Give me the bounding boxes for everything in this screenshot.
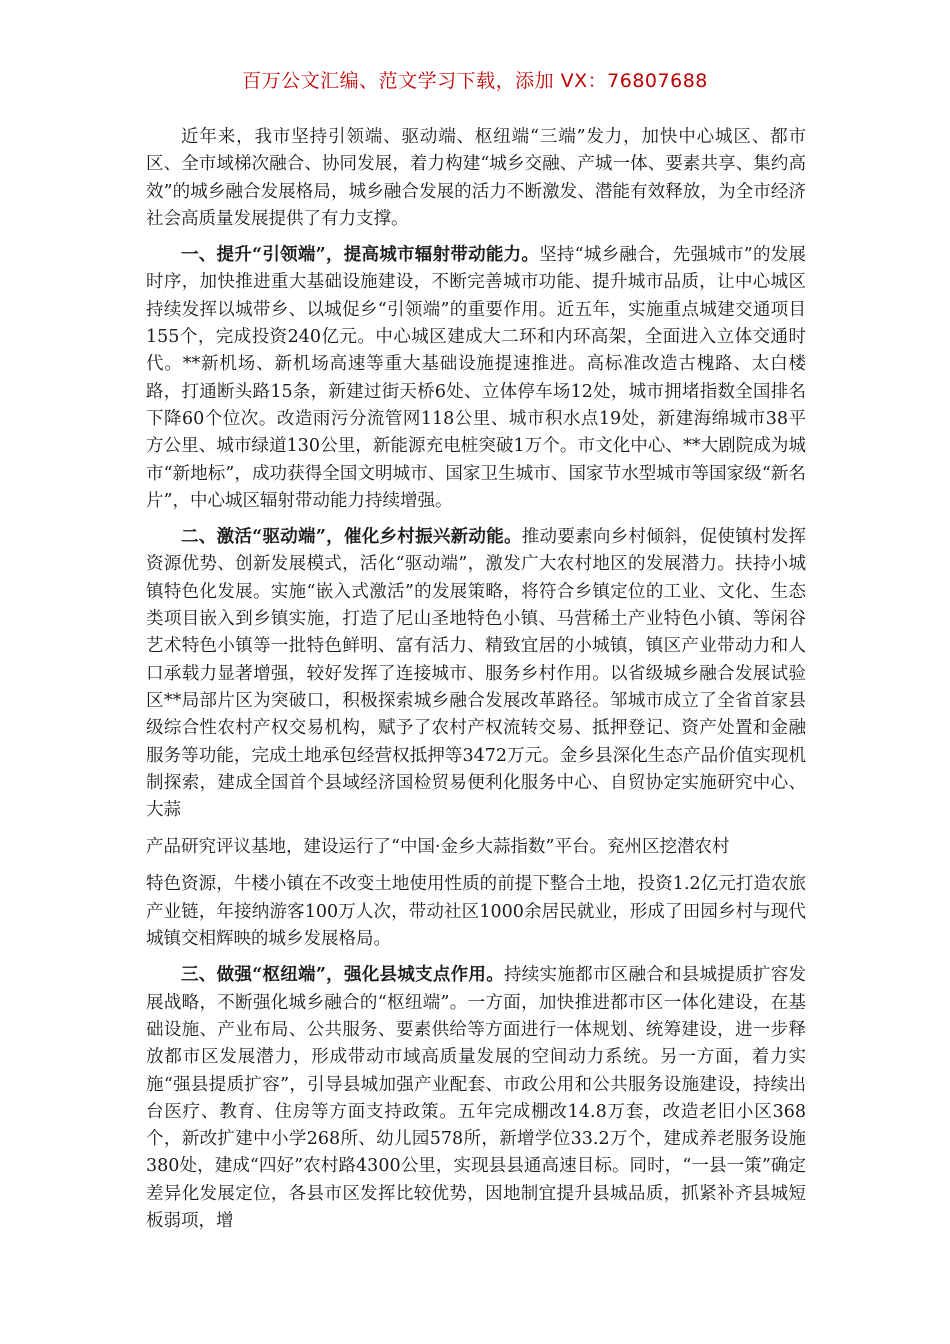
page-header-watermark: 百万公文汇编、范文学习下载，添加 VX：76807688	[242, 70, 708, 92]
section-1-heading: 一、提升“引领端”，提高城市辐射带动能力。	[181, 245, 540, 266]
section-3-body: 持续实施都市区融合和县城提质扩容发展战略，不断强化城乡融合的“枢纽端”。一方面，加快推进都市区一体化建设，在基础设施、产业布局、公共服务、要素供给等方面进行一体规划、统筹建设，进一步释放都市区发展潜力，形成带动市域高质量发展的空间动力系统。另一方面，着力实施“强县提质扩容”，引导县城加强产业配套、市政公用和公共服务设施建设，持续出台医疗、教育、住房等方面支持政策。五年完成棚改14.8万套，改造老旧小区368个，新改扩建中小学268所、幼儿园578所，新增学位33.2万个，建成养老服务设施380处，建成“四好”农村路4300公里，实现县县通高速目标。同时，“一县一策”确定差异化发展定位，各县市区发挥比较优势，因地制宜提升县城品质，抓紧补齐县城短板弱项，增	[146, 965, 806, 1231]
section-1-paragraph	[146, 242, 806, 515]
section-1-body: 坚持“城乡融合，先强城市”的发展时序，加快推进重大基础设施建设，不断完善城市功能、提升城市品质，让中心城区持续发挥以城带乡、以城促乡“引领端”的重要作用。近五年，实施重点城建交通项目155个，完成投资240亿元。中心城区建成大二环和内环高架，全面进入立体交通时代。**新机场、新机场高速等重大基础设施提速推进。高标准改造古槐路、太白楼路，打通断头路15条，新建过街天桥6处、立体停车场12处，城市拥堵指数全国排名下降60个位次。改造雨污分流管网118公里、城市积水点19处，新建海绵城市38平方公里、城市绿道130公里，新能源充电桩突破1万个。市文化中心、**大剧院成为城市“新地标”，成功获得全国文明城市、国家卫生城市、国家节水型城市等国家级“新名片”，中心城区辐射带动能力持续增强。	[146, 245, 806, 511]
section-2-continued-tail: 特色资源，牛楼小镇在不改变土地使用性质的前提下整合土地，投资1.2亿元打造农旅产业链，年接纳游客100万人次，带动社区1000余居民就业，形成了田园乡村与现代城镇交相辉映的城乡发展格局。	[146, 874, 806, 950]
section-2-continued-line: 产品研究评议基地，建设运行了“中国·金乡大蒜指数”平台。兖州区挖潜农村	[146, 837, 730, 858]
section-2-body: 推动要素向乡村倾斜，促使镇村发挥资源优势、创新发展模式，活化“驱动端”，激发广大农村地区的发展潜力。扶持小城镇特色化发展。实施“嵌入式激活”的发展策略，将符合乡镇定位的工业、文化、生态类项目嵌入到乡镇实施，打造了尼山圣地特色小镇、马营稀土产业特色小镇、等闲谷艺术特色小镇等一批特色鲜明、富有活力、精致宜居的小城镇，镇区产业带动力和人口承载力显著增强，较好发挥了连接城市、服务乡村作用。以省级城乡融合发展试验区**局部片区为突破口，积极探索城乡融合发展改革路径。邹城市成立了全省首家县级综合性农村产权交易机构，赋予了农村产权流转交易、抵押登记、资产处置和金融服务等功能，完成土地承包经营权抵押等3472万元。金乡县深化生态产品价值实现机制探索，建成全国首个县域经济国检贸易便利化服务中心、自贸协定实施研究中心、大蒜	[146, 527, 806, 821]
section-3-heading: 三、做强“枢纽端”，强化县城支点作用。	[181, 965, 504, 986]
intro-paragraph: 近年来，我市坚持引领端、驱动端、枢纽端“三端”发力，加快中心城区、都市区、全市域梯次融合、协同发展，着力构建“城乡交融、产城一体、要素共享、集约高效”的城乡融合发展格局，城乡融合发展的活力不断激发、潜能有效释放，为全市经济社会高质量发展提供了有力支撑。	[146, 127, 806, 229]
section-2-paragraph	[146, 524, 806, 824]
section-3-paragraph	[146, 962, 806, 1235]
document-body	[146, 124, 806, 1235]
section-2-heading: 二、激活“驱动端”，催化乡村振兴新动能。	[181, 527, 522, 548]
